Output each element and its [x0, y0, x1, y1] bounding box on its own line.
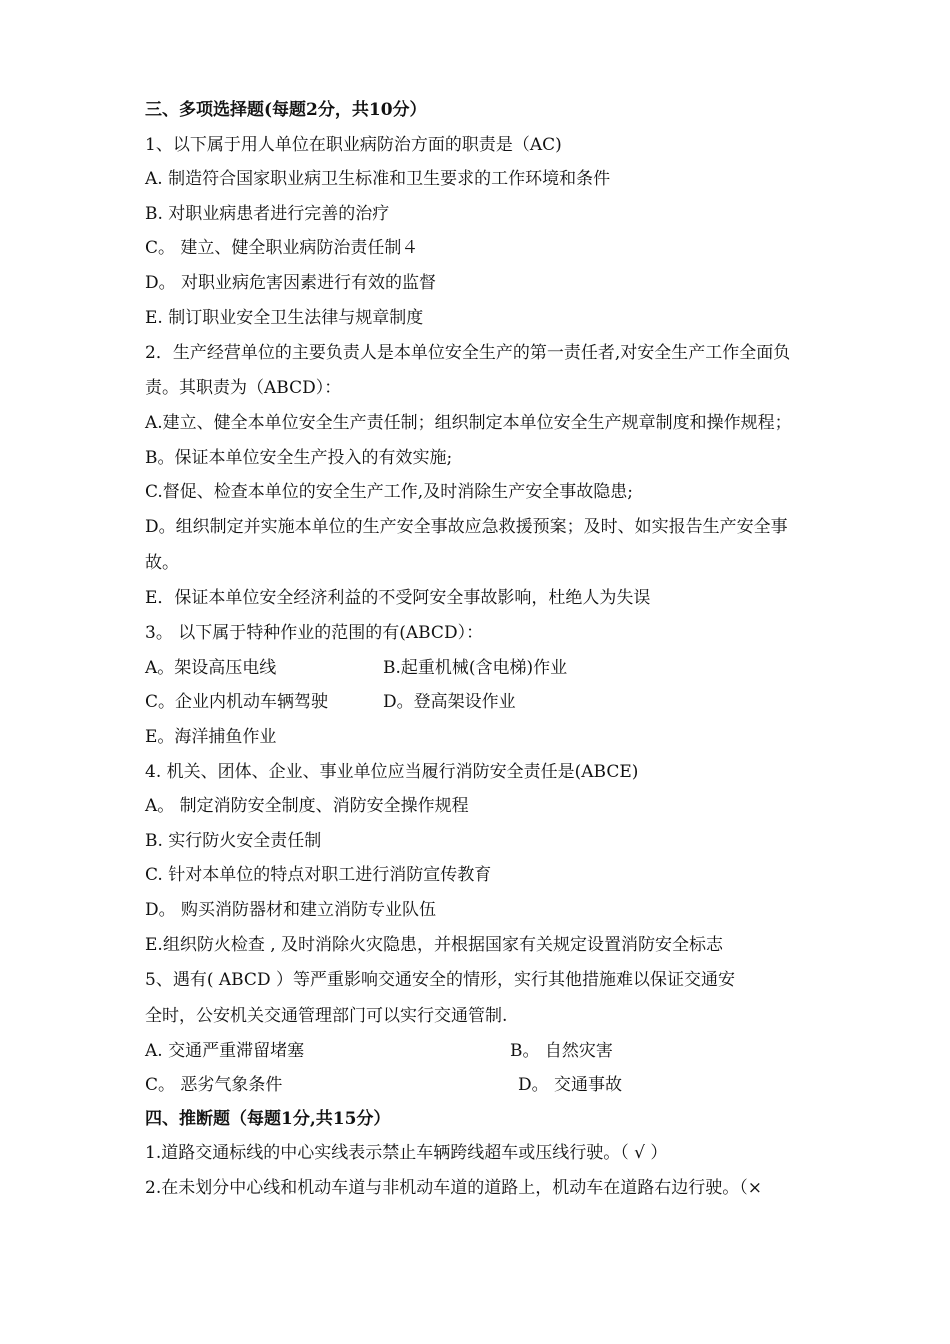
- judgment-1: 1.道路交通标线的中心实线表示禁止车辆跨线超车或压线行驶。（ √ ）: [145, 1143, 668, 1163]
- q2-option-b: B。保证本单位安全生产投入的有效实施;: [145, 448, 453, 468]
- q1-option-a: A. 制造符合国家职业病卫生标准和卫生要求的工作环境和条件: [145, 169, 611, 189]
- q4-option-e: E.组织防火检查 , 及时消除火灾隐患，并根据国家有关规定设置消防安全标志: [145, 935, 724, 955]
- q3-option-e: E。海洋捕鱼作业: [145, 727, 277, 747]
- section3-title: 三、多项选择题(每题2分，共10分）: [145, 100, 427, 120]
- q5-option-b: B。 自然灾害: [510, 1041, 613, 1061]
- section4-title: 四、推断题（每题1分,共15分）: [145, 1109, 391, 1129]
- q5-option-a: A. 交通严重滞留堵塞: [145, 1041, 305, 1061]
- q4-option-b: B. 实行防火安全责任制: [145, 831, 322, 851]
- q5-option-d: D。 交通事故: [518, 1075, 623, 1095]
- q4-stem: 4. 机关、团体、企业、事业单位应当履行消防安全责任是(ABCE): [145, 762, 639, 782]
- q2-option-d-line2: 故。: [145, 553, 179, 573]
- q4-option-d: D。 购买消防器材和建立消防专业队伍: [145, 900, 437, 920]
- q3-stem: 3。 以下属于特种作业的范围的有(ABCD）：: [145, 623, 484, 643]
- q2-option-e: E．保证本单位安全经济利益的不受阿安全事故影响，杜绝人为失误: [145, 588, 651, 608]
- q5-stem-line1: 5、遇有( ABCD ）等严重影响交通安全的情形，实行其他措施难以保证交通安: [145, 970, 735, 990]
- q3-option-a: A。架设高压电线: [145, 658, 277, 678]
- q2-option-a: A.建立、健全本单位安全生产责任制；组织制定本单位安全生产规章制度和操作规程；: [145, 413, 792, 433]
- q4-option-a: A。 制定消防安全制度、消防安全操作规程: [145, 796, 469, 816]
- q5-option-c: C。 恶劣气象条件: [145, 1075, 283, 1095]
- q3-option-b: B.起重机械(含电梯)作业: [383, 658, 568, 678]
- q5-stem-line2: 全时，公安机关交通管理部门可以实行交通管制.: [145, 1006, 508, 1026]
- q1-option-b: B. 对职业病患者进行完善的治疗: [145, 204, 390, 224]
- q3-option-d: D。登高架设作业: [383, 692, 516, 712]
- q2-stem-line2: 责。其职责为（ABCD）：: [145, 378, 342, 398]
- q2-stem-line1: 2．生产经营单位的主要负责人是本单位安全生产的第一责任者,对安全生产工作全面负: [145, 343, 791, 363]
- q4-option-c: C. 针对本单位的特点对职工进行消防宣传教育: [145, 865, 492, 885]
- q1-option-c: C。 建立、健全职业病防治责任制４: [145, 238, 419, 258]
- q1-option-d: D。 对职业病危害因素进行有效的监督: [145, 273, 437, 293]
- q2-option-d-line1: D。组织制定并实施本单位的生产安全事故应急救援预案；及时、如实报告生产安全事: [145, 517, 788, 537]
- q3-option-c: C。企业内机动车辆驾驶: [145, 692, 329, 712]
- q1-option-e: E. 制订职业安全卫生法律与规章制度: [145, 308, 424, 328]
- q1-stem: 1、以下属于用人单位在职业病防治方面的职责是（AC): [145, 135, 562, 155]
- q2-option-c: C.督促、检查本单位的安全生产工作,及时消除生产安全事故隐患;: [145, 482, 633, 502]
- judgment-2: 2.在未划分中心线和机动车道与非机动车道的道路上，机动车在道路右边行驶。（×: [145, 1178, 762, 1198]
